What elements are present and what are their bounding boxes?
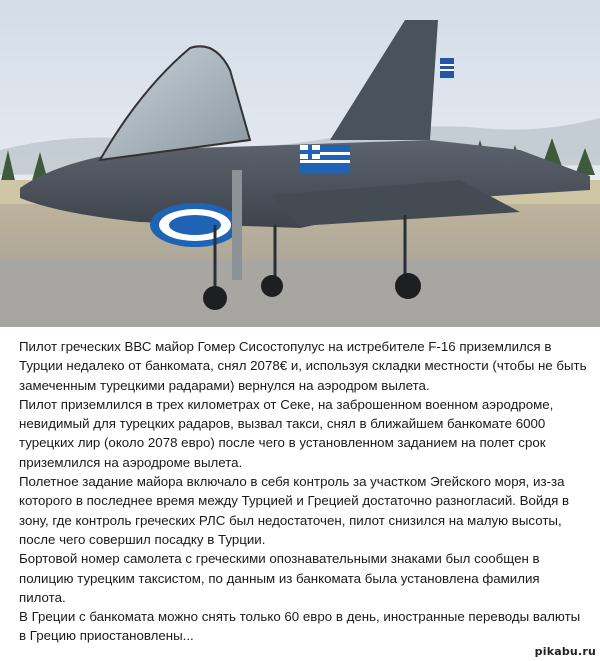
- paragraph: Бортовой номер самолета с греческими опознавательными знаками был сообщен в полицию турецким таксистом, по данным из банкомата была установлена фамилия пилота.: [19, 551, 540, 605]
- paragraph: Полетное задание майора включало в себя контроль за участком Эгейского моря, из-за которого в последнее время между Турцией и Грецией достаточно разногласий. Войдя в зону, где контроль греческих РЛС был недостаточен, пилот снизился на малую высоты, после чего совершил посадку в Турции.: [19, 474, 570, 547]
- article-text: [19, 337, 587, 646]
- paragraph: Пилот приземлился в трех километрах от Секе, на заброшенном военном аэродроме, невидимый для турецких радаров, вызвал такси, снял в ближайшем банкомате 6000 турецких лир (около 2078 евро) после чего в установленном заданием на полет срок приземлился на аэродроме вылета.: [19, 396, 554, 470]
- pikabu-watermark: pikabu.ru: [534, 645, 596, 658]
- paragraph: В Греции с банкомата можно снять только 60 евро в день, иностранные переводы валюты в Грецию приостановлены...: [19, 609, 581, 644]
- paragraph: Пилот греческих ВВС майор Гомер Сисостопулус на истребителе F-16 приземлился в Турции недалеко от банкомата, снял 2078€ и, используя складки местности (чтобы не быть замеченным турецкими радарами) вернулся на аэродром вылета.: [19, 339, 587, 393]
- fighter-jet-photo: [0, 0, 600, 327]
